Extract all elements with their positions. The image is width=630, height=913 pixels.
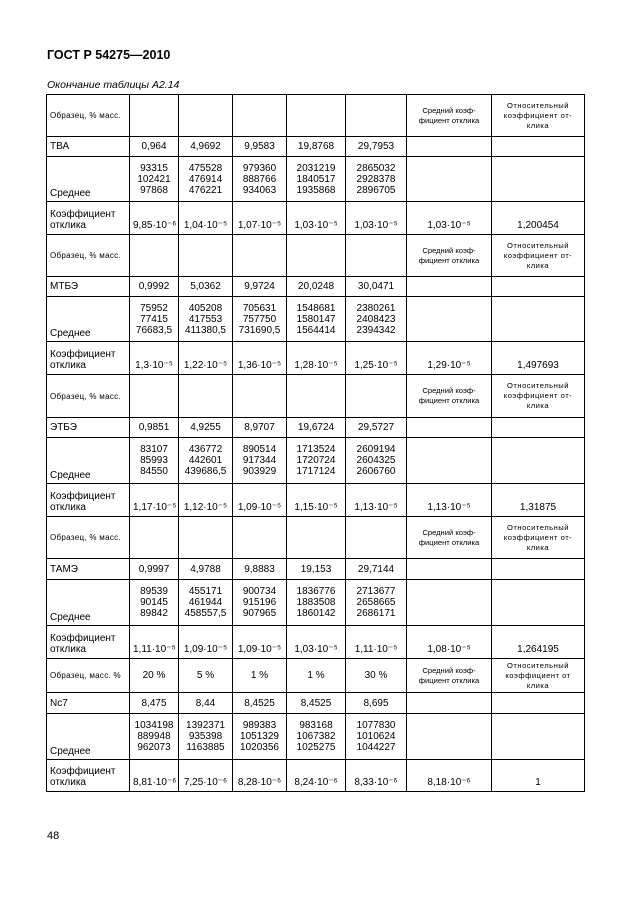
sample-pct-cell xyxy=(130,517,179,559)
concentration-cell: 5,0362 xyxy=(179,277,233,297)
sample-pct-cell: 30 % xyxy=(346,659,407,693)
avg-coef-header: Средний коэф-фициент отклика xyxy=(407,659,492,693)
average-label: Среднее xyxy=(47,157,130,202)
peak-area-value: 89539 xyxy=(140,586,168,597)
concentration-cell: 19,153 xyxy=(287,559,346,580)
peak-area-cell xyxy=(287,714,346,760)
peak-area-cell xyxy=(346,438,407,484)
coefficient-cell: 8,33·10⁻⁶ xyxy=(346,760,407,792)
empty-cell xyxy=(492,580,585,626)
peak-area-cell xyxy=(179,714,233,760)
average-label: Среднее xyxy=(47,580,130,626)
peak-area-value: 757750 xyxy=(242,313,277,325)
concentration-cell: 9,9724 xyxy=(233,277,287,297)
empty-cell xyxy=(407,714,492,760)
peak-area-cell xyxy=(130,157,179,202)
peak-area-cell xyxy=(233,157,287,202)
coefficient-cell: 1,12·10⁻⁵ xyxy=(179,484,233,517)
peak-area-value: 1717124 xyxy=(296,466,336,477)
rel-coefficient-cell: 1 xyxy=(492,760,585,792)
sample-pct-cell: 5 % xyxy=(179,659,233,693)
sample-pct-cell xyxy=(179,517,233,559)
peak-area-value: 705631 xyxy=(242,302,277,314)
peak-area-value: 2896705 xyxy=(356,184,396,196)
coefficient-cell: 1,36·10⁻⁵ xyxy=(233,342,287,375)
peak-area-value: 1010624 xyxy=(356,731,396,742)
peak-area-cell xyxy=(179,438,233,484)
concentration-row xyxy=(47,137,585,157)
compound-name: ТАМЭ xyxy=(47,559,130,580)
peak-area-row xyxy=(47,580,585,626)
sample-pct-cell xyxy=(346,375,407,418)
peak-area-cell xyxy=(287,297,346,342)
peak-area-value: 1836776 xyxy=(296,586,336,597)
response-coefficient-table xyxy=(46,94,585,792)
coefficient-cell: 1,04·10⁻⁵ xyxy=(179,202,233,235)
concentration-cell: 9,9583 xyxy=(233,137,287,157)
concentration-cell: 30,0471 xyxy=(346,277,407,297)
peak-area-value: 888766 xyxy=(242,173,277,185)
rel-coefficient-cell: 1,264195 xyxy=(492,626,585,659)
peak-area-value: 77415 xyxy=(140,313,168,325)
peak-area-value: 89842 xyxy=(140,608,168,619)
peak-area-cell xyxy=(233,580,287,626)
peak-area-value: 2609194 xyxy=(356,444,396,455)
peak-area-value: 1067382 xyxy=(296,731,336,742)
rel-coef-header: Относительный коэффициент от-клика xyxy=(492,517,585,559)
peak-area-value: 903929 xyxy=(242,466,277,477)
concentration-row xyxy=(47,693,585,714)
average-label: Среднее xyxy=(47,714,130,760)
peak-area-cell xyxy=(130,438,179,484)
response-coefficient-row xyxy=(47,484,585,517)
peak-area-value: 934063 xyxy=(242,184,277,196)
rel-coef-header: Относительный коэффициент от-клика xyxy=(492,95,585,137)
sample-pct-cell: 1 % xyxy=(233,659,287,693)
coefficient-label: Коэффициент отклика xyxy=(47,484,130,517)
rel-coef-header: Относительный коэффициент от-клика xyxy=(492,375,585,418)
peak-area-value: 2928378 xyxy=(356,173,396,185)
concentration-cell: 19,6724 xyxy=(287,418,346,438)
concentration-cell: 8,4525 xyxy=(233,693,287,714)
peak-area-cell xyxy=(346,157,407,202)
concentration-cell: 4,9788 xyxy=(179,559,233,580)
coefficient-cell: 1,17·10⁻⁵ xyxy=(130,484,179,517)
peak-area-value: 1020356 xyxy=(240,742,279,753)
peak-area-value: 436772 xyxy=(188,444,223,455)
peak-area-cell xyxy=(130,714,179,760)
peak-area-value: 1077830 xyxy=(356,720,396,731)
sample-pct-cell xyxy=(130,375,179,418)
coefficient-label: Коэффициент отклика xyxy=(47,760,130,792)
avg-coef-header: Средний коэф-фициент отклика xyxy=(407,375,492,418)
coefficient-cell: 1,13·10⁻⁵ xyxy=(346,484,407,517)
empty-cell xyxy=(492,693,585,714)
peak-area-value: 2865032 xyxy=(356,162,396,174)
sample-label-cell: Образец, % масс. xyxy=(47,95,130,137)
coefficient-cell: 1,03·10⁻⁵ xyxy=(346,202,407,235)
peak-area-cell xyxy=(179,157,233,202)
avg-coef-header: Средний коэф-фициент отклика xyxy=(407,95,492,137)
empty-cell xyxy=(492,559,585,580)
coefficient-cell: 1,25·10⁻⁵ xyxy=(346,342,407,375)
concentration-cell: 0,9992 xyxy=(130,277,179,297)
rel-coefficient-cell: 1,200454 xyxy=(492,202,585,235)
coefficient-label: Коэффициент отклика xyxy=(47,342,130,375)
peak-area-value: 907965 xyxy=(242,608,277,619)
response-coefficient-row xyxy=(47,342,585,375)
concentration-cell: 29,7953 xyxy=(346,137,407,157)
response-coefficient-row xyxy=(47,626,585,659)
peak-area-value: 983168 xyxy=(299,720,333,731)
peak-area-value: 1044227 xyxy=(356,742,396,753)
coefficient-cell: 1,03·10⁻⁵ xyxy=(287,202,346,235)
concentration-cell: 8,475 xyxy=(130,693,179,714)
peak-area-value: 85993 xyxy=(140,455,168,466)
peak-area-value: 2658665 xyxy=(356,597,396,608)
coefficient-label: Коэффициент отклика xyxy=(47,626,130,659)
avg-coefficient-cell: 1,29·10⁻⁵ xyxy=(407,342,492,375)
peak-area-cell xyxy=(233,714,287,760)
peak-area-value: 935398 xyxy=(188,731,223,742)
empty-cell xyxy=(407,277,492,297)
peak-area-value: 102421 xyxy=(137,173,171,185)
empty-cell xyxy=(492,277,585,297)
peak-area-value: 97868 xyxy=(140,184,168,196)
peak-area-value: 439686,5 xyxy=(184,466,227,477)
concentration-cell: 20,0248 xyxy=(287,277,346,297)
empty-cell xyxy=(492,297,585,342)
peak-area-value: 915196 xyxy=(242,597,277,608)
peak-area-value: 2394342 xyxy=(356,324,396,336)
sample-pct-cell xyxy=(179,95,233,137)
peak-area-cell xyxy=(346,580,407,626)
coefficient-label: Коэффициент отклика xyxy=(47,202,130,235)
empty-cell xyxy=(492,157,585,202)
sample-label-cell: Образец, % масс. xyxy=(47,235,130,277)
coefficient-cell: 1,11·10⁻⁵ xyxy=(346,626,407,659)
avg-coefficient-cell: 1,03·10⁻⁵ xyxy=(407,202,492,235)
peak-area-value: 889948 xyxy=(137,731,171,742)
peak-area-value: 890514 xyxy=(242,444,277,455)
table-header-row xyxy=(47,375,585,418)
sample-pct-cell xyxy=(130,95,179,137)
peak-area-cell xyxy=(130,580,179,626)
table-header-row xyxy=(47,517,585,559)
peak-area-value: 2604325 xyxy=(356,455,396,466)
peak-area-value: 93315 xyxy=(140,162,168,174)
peak-area-value: 442601 xyxy=(188,455,223,466)
peak-area-value: 1025275 xyxy=(296,742,336,753)
avg-coefficient-cell: 1,08·10⁻⁵ xyxy=(407,626,492,659)
peak-area-value: 1580147 xyxy=(296,313,336,325)
compound-name: ТВА xyxy=(47,137,130,157)
concentration-row xyxy=(47,277,585,297)
peak-area-cell xyxy=(287,580,346,626)
sample-pct-cell xyxy=(346,517,407,559)
peak-area-value: 476221 xyxy=(188,184,223,196)
peak-area-cell xyxy=(130,297,179,342)
concentration-cell: 9,8883 xyxy=(233,559,287,580)
coefficient-cell: 1,09·10⁻⁵ xyxy=(233,626,287,659)
table-header-row xyxy=(47,235,585,277)
sample-pct-cell xyxy=(179,235,233,277)
compound-name: МТБЭ xyxy=(47,277,130,297)
peak-area-value: 405208 xyxy=(188,302,223,314)
avg-coef-header: Средний коэф-фициент отклика xyxy=(407,235,492,277)
coefficient-cell: 1,28·10⁻⁵ xyxy=(287,342,346,375)
peak-area-value: 1883508 xyxy=(296,597,336,608)
empty-cell xyxy=(407,137,492,157)
concentration-cell: 8,44 xyxy=(179,693,233,714)
peak-area-value: 2686171 xyxy=(356,608,396,619)
average-label: Среднее xyxy=(47,297,130,342)
empty-cell xyxy=(492,137,585,157)
concentration-cell: 4,9692 xyxy=(179,137,233,157)
sample-pct-cell xyxy=(233,517,287,559)
peak-area-cell xyxy=(287,157,346,202)
avg-coef-header: Средний коэф-фициент отклика xyxy=(407,517,492,559)
peak-area-value: 417553 xyxy=(188,313,223,325)
peak-area-cell xyxy=(179,297,233,342)
sample-pct-cell xyxy=(287,517,346,559)
sample-pct-cell xyxy=(287,375,346,418)
response-coefficient-row xyxy=(47,760,585,792)
concentration-cell: 29,5727 xyxy=(346,418,407,438)
sample-pct-cell xyxy=(233,375,287,418)
peak-area-cell xyxy=(346,714,407,760)
coefficient-cell: 1,3·10⁻⁵ xyxy=(130,342,179,375)
sample-label-cell: Образец, % масс. xyxy=(47,517,130,559)
peak-area-value: 83107 xyxy=(140,444,168,455)
empty-cell xyxy=(492,714,585,760)
rel-coefficient-cell: 1,497693 xyxy=(492,342,585,375)
peak-area-cell xyxy=(346,297,407,342)
empty-cell xyxy=(492,418,585,438)
compound-name: Nc7 xyxy=(47,693,130,714)
sample-pct-cell xyxy=(346,95,407,137)
peak-area-value: 1548681 xyxy=(296,302,336,314)
peak-area-value: 458557,5 xyxy=(184,608,227,619)
coefficient-cell: 1,03·10⁻⁵ xyxy=(287,626,346,659)
sample-pct-cell xyxy=(179,375,233,418)
page-number: 48 xyxy=(47,830,60,842)
sample-pct-cell xyxy=(346,235,407,277)
table-header-row xyxy=(47,95,585,137)
peak-area-cell xyxy=(287,438,346,484)
coefficient-cell: 1,09·10⁻⁵ xyxy=(179,626,233,659)
coefficient-cell: 8,28·10⁻⁶ xyxy=(233,760,287,792)
average-label: Среднее xyxy=(47,438,130,484)
sample-pct-cell xyxy=(287,95,346,137)
concentration-cell: 0,9851 xyxy=(130,418,179,438)
peak-area-value: 1860142 xyxy=(296,608,336,619)
peak-area-value: 2606760 xyxy=(356,466,396,477)
empty-cell xyxy=(407,418,492,438)
peak-area-cell xyxy=(179,580,233,626)
coefficient-cell: 1,11·10⁻⁵ xyxy=(130,626,179,659)
peak-area-value: 2031219 xyxy=(296,162,336,174)
peak-area-value: 1720724 xyxy=(296,455,336,466)
empty-cell xyxy=(407,297,492,342)
sample-label-cell: Образец, % масс. xyxy=(47,375,130,418)
peak-area-value: 1392371 xyxy=(186,720,225,731)
coefficient-cell: 1,22·10⁻⁵ xyxy=(179,342,233,375)
peak-area-value: 2408423 xyxy=(356,313,396,325)
coefficient-cell: 1,15·10⁻⁵ xyxy=(287,484,346,517)
peak-area-row xyxy=(47,297,585,342)
coefficient-cell: 8,81·10⁻⁶ xyxy=(130,760,179,792)
sample-pct-cell: 20 % xyxy=(130,659,179,693)
empty-cell xyxy=(407,580,492,626)
sample-pct-cell xyxy=(233,95,287,137)
empty-cell xyxy=(407,693,492,714)
concentration-cell: 0,964 xyxy=(130,137,179,157)
peak-area-value: 1713524 xyxy=(296,444,336,455)
avg-coefficient-cell: 1,13·10⁻⁵ xyxy=(407,484,492,517)
sample-pct-cell: 1 % xyxy=(287,659,346,693)
peak-area-value: 476914 xyxy=(188,173,223,185)
peak-area-value: 2713677 xyxy=(356,586,396,597)
peak-area-value: 84550 xyxy=(140,466,168,477)
coefficient-cell: 9,85·10⁻⁶ xyxy=(130,202,179,235)
concentration-cell: 8,695 xyxy=(346,693,407,714)
concentration-cell: 8,4525 xyxy=(287,693,346,714)
peak-area-value: 411380,5 xyxy=(185,324,226,336)
concentration-cell: 0,9997 xyxy=(130,559,179,580)
peak-area-row xyxy=(47,714,585,760)
concentration-cell: 4,9255 xyxy=(179,418,233,438)
rel-coef-header: Относительный коэффициент от клика xyxy=(492,659,585,693)
peak-area-cell xyxy=(233,438,287,484)
peak-area-value: 2380261 xyxy=(356,302,396,314)
concentration-cell: 8,9707 xyxy=(233,418,287,438)
peak-area-row xyxy=(47,157,585,202)
rel-coef-header: Относительный коэффициент от-клика xyxy=(492,235,585,277)
peak-area-value: 1034198 xyxy=(134,720,174,731)
peak-area-value: 900734 xyxy=(242,586,277,597)
rel-coefficient-cell: 1,31875 xyxy=(492,484,585,517)
peak-area-value: 917344 xyxy=(242,455,277,466)
peak-area-row xyxy=(47,438,585,484)
empty-cell xyxy=(407,157,492,202)
peak-area-value: 979360 xyxy=(242,162,277,174)
peak-area-value: 962073 xyxy=(137,742,171,753)
table-header-row xyxy=(47,659,585,693)
peak-area-value: 1840517 xyxy=(296,173,336,185)
response-coefficient-row xyxy=(47,202,585,235)
document-header: ГОСТ Р 54275—2010 xyxy=(47,48,171,62)
peak-area-value: 1051329 xyxy=(240,731,279,742)
coefficient-cell: 8,24·10⁻⁶ xyxy=(287,760,346,792)
peak-area-value: 461944 xyxy=(188,597,223,608)
compound-name: ЭТБЭ xyxy=(47,418,130,438)
peak-area-value: 475528 xyxy=(188,162,223,174)
sample-pct-cell xyxy=(130,235,179,277)
peak-area-value: 75952 xyxy=(140,302,168,314)
peak-area-value: 989383 xyxy=(242,720,277,731)
sample-pct-cell xyxy=(287,235,346,277)
coefficient-cell: 1,09·10⁻⁵ xyxy=(233,484,287,517)
peak-area-value: 76683,5 xyxy=(135,324,173,336)
peak-area-value: 90145 xyxy=(140,597,168,608)
coefficient-cell: 1,07·10⁻⁵ xyxy=(233,202,287,235)
table-caption: Окончание таблицы А2.14 xyxy=(47,79,180,91)
concentration-cell: 29,7144 xyxy=(346,559,407,580)
concentration-row xyxy=(47,559,585,580)
peak-area-value: 455171 xyxy=(188,586,223,597)
empty-cell xyxy=(407,438,492,484)
peak-area-value: 1935868 xyxy=(296,184,336,196)
peak-area-value: 731690,5 xyxy=(238,324,281,336)
sample-pct-cell xyxy=(233,235,287,277)
peak-area-value: 1564414 xyxy=(296,324,336,336)
empty-cell xyxy=(492,438,585,484)
peak-area-cell xyxy=(233,297,287,342)
empty-cell xyxy=(407,559,492,580)
sample-label-cell: Образец, масс. % xyxy=(47,659,130,693)
concentration-row xyxy=(47,418,585,438)
peak-area-value: 1163885 xyxy=(186,742,225,753)
coefficient-cell: 7,25·10⁻⁶ xyxy=(179,760,233,792)
concentration-cell: 19,8768 xyxy=(287,137,346,157)
avg-coefficient-cell: 8,18·10⁻⁶ xyxy=(407,760,492,792)
